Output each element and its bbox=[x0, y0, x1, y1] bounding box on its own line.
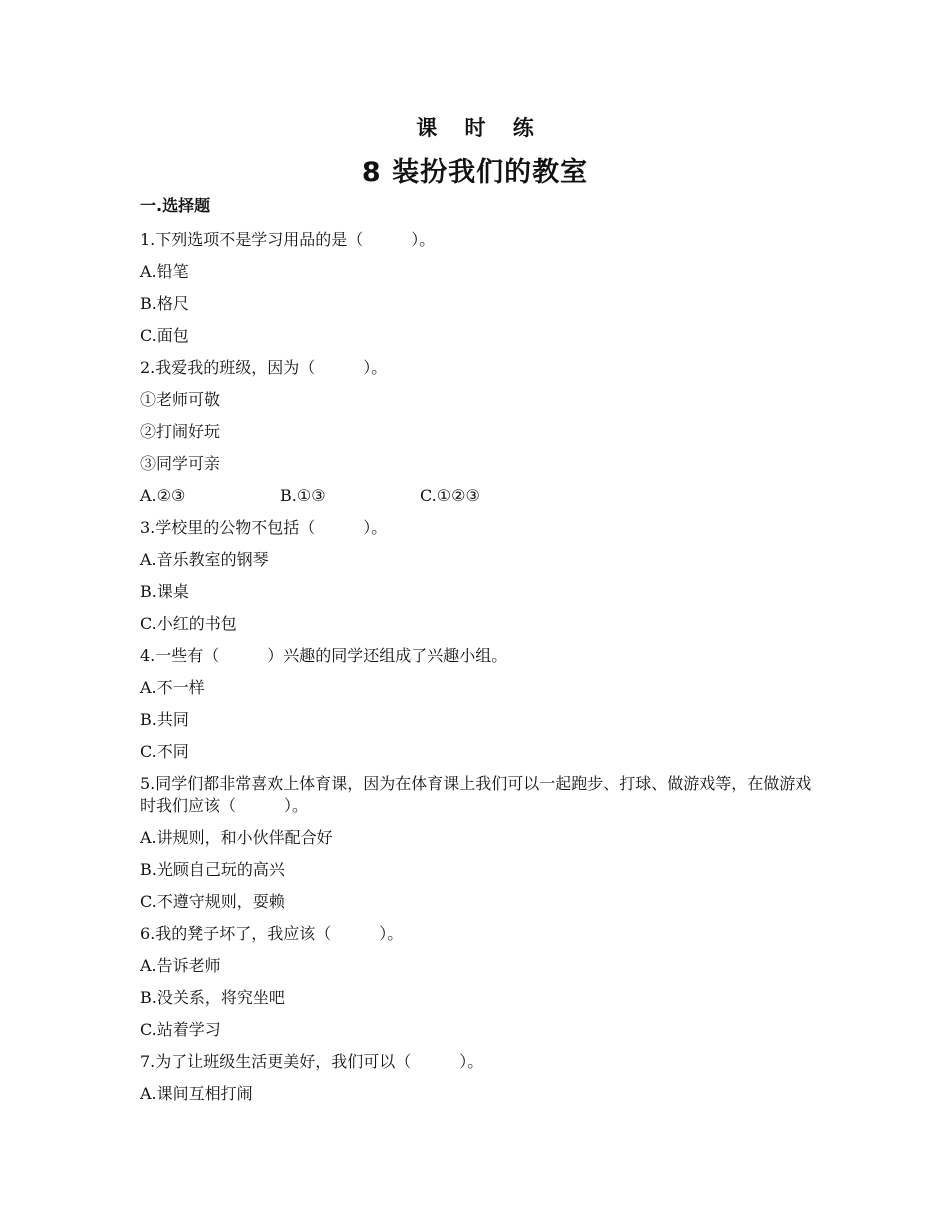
question-5-option-b: B.光顾自己玩的高兴 bbox=[140, 860, 285, 879]
lesson-title: 8 装扮我们的教室 bbox=[361, 157, 589, 188]
question-7-stem: 7.为了让班级生活更美好，我们可以（ ）。 bbox=[140, 1052, 484, 1071]
question-1-option-a: A.铅笔 bbox=[140, 262, 189, 281]
question-3-option-a: A.音乐教室的钢琴 bbox=[140, 550, 269, 569]
section-heading: 一.选择题 bbox=[140, 196, 211, 215]
question-3-stem: 3.学校里的公物不包括（ ）。 bbox=[140, 518, 388, 537]
question-6-option-b: B.没关系，将究坐吧 bbox=[140, 988, 285, 1007]
question-7-option-a: A.课间互相打闹 bbox=[140, 1084, 253, 1103]
question-3-option-c: C.小红的书包 bbox=[140, 614, 237, 633]
question-2-statement-2: ②打闹好玩 bbox=[140, 422, 221, 441]
question-5-option-c: C.不遵守规则，耍赖 bbox=[140, 892, 285, 911]
question-2-statement-1: ①老师可敬 bbox=[140, 390, 221, 409]
question-2-option-c: C.①②③ bbox=[420, 486, 480, 505]
question-1-option-c: C.面包 bbox=[140, 326, 189, 345]
question-2-options-row bbox=[140, 480, 820, 512]
question-2-stem: 2.我爱我的班级，因为（ ）。 bbox=[140, 358, 388, 377]
question-2-option-b: B.①③ bbox=[280, 486, 326, 505]
question-3-option-b: B.课桌 bbox=[140, 582, 189, 601]
question-5-option-a: A.讲规则，和小伙伴配合好 bbox=[140, 828, 333, 847]
question-5-stem: 5.同学们都非常喜欢上体育课，因为在体育课上我们可以一起跑步、打球、做游戏等，在做游戏时我们应该（ ）。 bbox=[140, 774, 812, 815]
question-4-option-a: A.不一样 bbox=[140, 678, 205, 697]
question-1-stem: 1.下列选项不是学习用品的是（ ）。 bbox=[140, 230, 436, 249]
question-4-option-b: B.共同 bbox=[140, 710, 189, 729]
lesson-subtitle: 课 时 练 bbox=[416, 116, 544, 140]
worksheet-content bbox=[140, 192, 820, 1110]
question-6-option-c: C.站着学习 bbox=[140, 1020, 221, 1039]
question-6-stem: 6.我的凳子坏了，我应该（ ）。 bbox=[140, 924, 404, 943]
question-2-option-a: A.②③ bbox=[140, 486, 186, 505]
question-4-option-c: C.不同 bbox=[140, 742, 189, 761]
question-1-option-b: B.格尺 bbox=[140, 294, 189, 313]
question-4-stem: 4.一些有（ ）兴趣的同学还组成了兴趣小组。 bbox=[140, 646, 508, 665]
question-6-option-a: A.告诉老师 bbox=[140, 956, 221, 975]
question-2-statement-3: ③同学可亲 bbox=[140, 454, 221, 473]
